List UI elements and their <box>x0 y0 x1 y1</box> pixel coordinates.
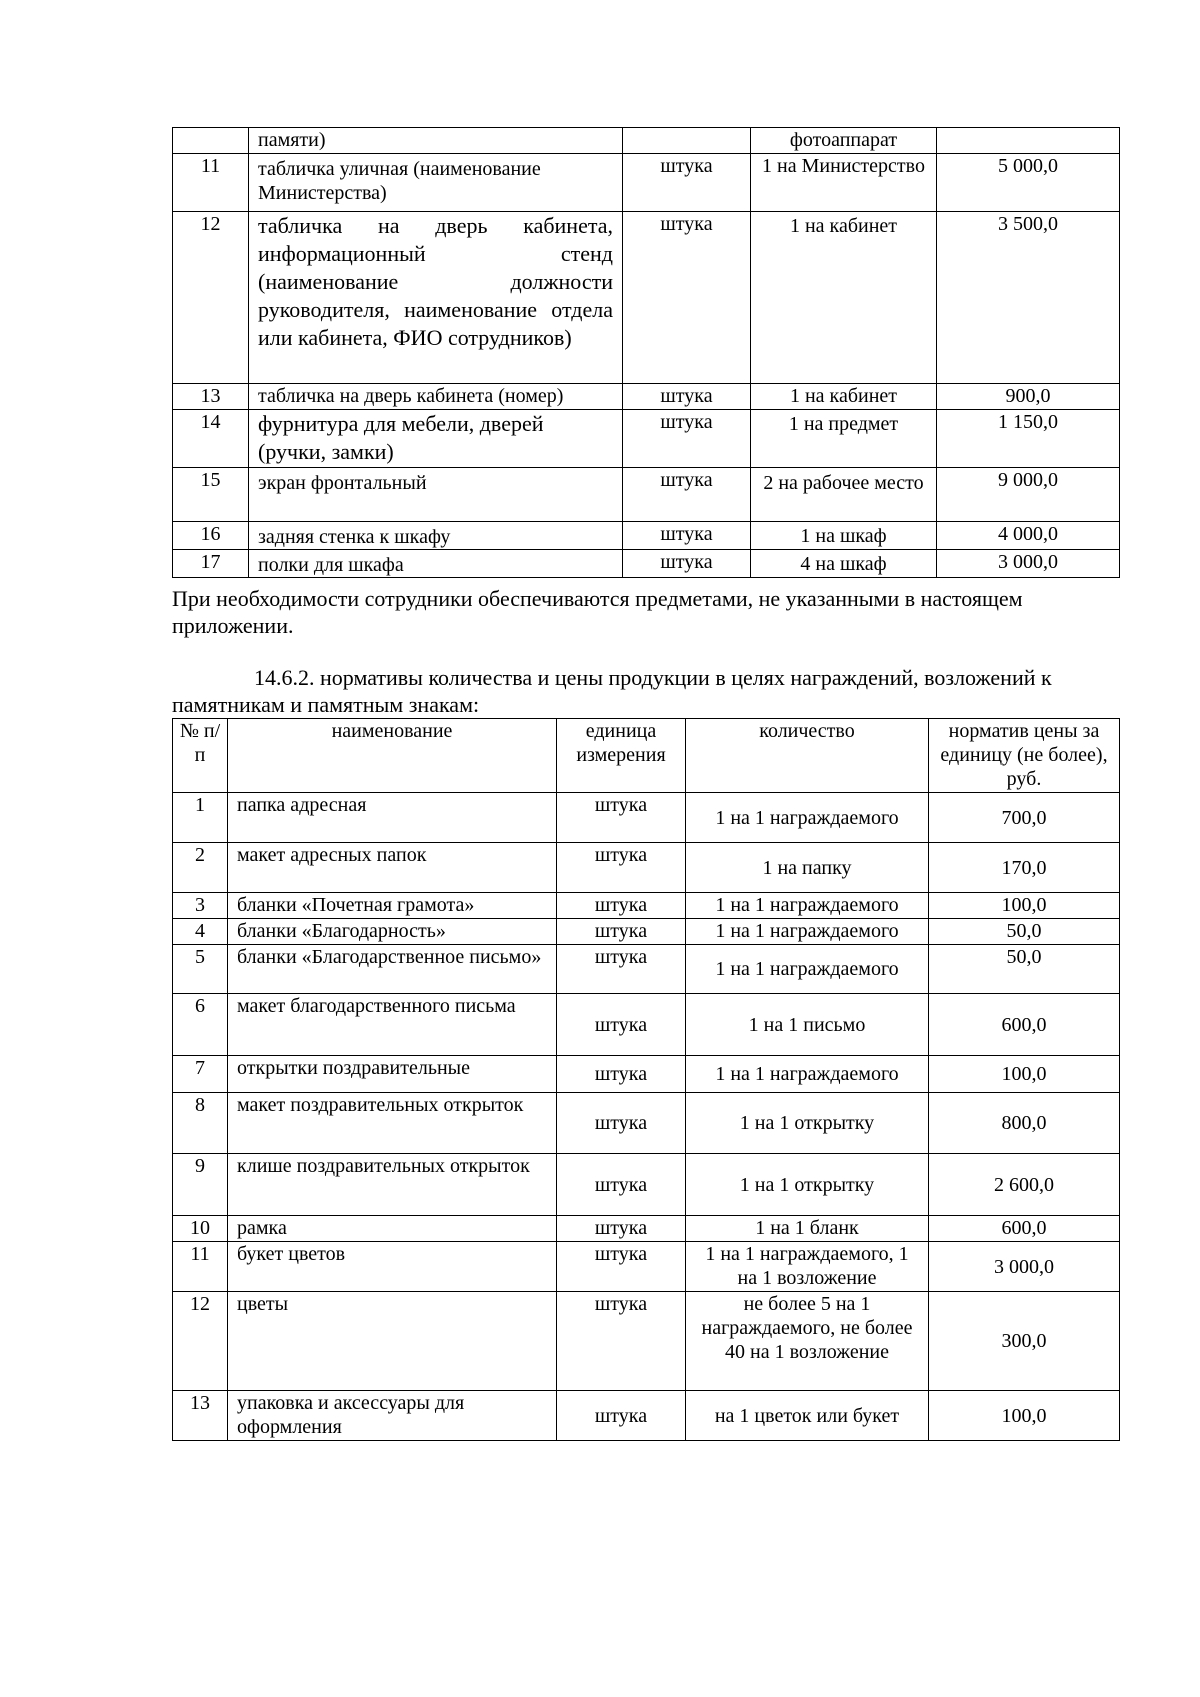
item-name: полки для шкафа <box>249 550 623 578</box>
price: 800,0 <box>929 1093 1120 1154</box>
quantity: 1 на 1 награждаемого, 1 на 1 возложение <box>686 1242 929 1292</box>
row-number: 11 <box>173 154 249 212</box>
item-name: клише поздравительных открыток <box>228 1154 557 1216</box>
column-header-quantity: количество <box>686 719 929 793</box>
item-name: бланки «Благодарственное письмо» <box>228 945 557 994</box>
unit: штука <box>557 1154 686 1216</box>
table-row <box>173 945 1120 994</box>
unit: штука <box>557 1242 686 1292</box>
quantity: 1 на 1 награждаемого <box>686 919 929 945</box>
price: 50,0 <box>929 919 1120 945</box>
price: 1 150,0 <box>937 410 1120 468</box>
unit: штука <box>623 468 751 522</box>
row-number: 8 <box>173 1093 228 1154</box>
row-number <box>173 128 249 154</box>
awards-norms-table <box>172 718 1120 1441</box>
row-number: 6 <box>173 994 228 1056</box>
table-row <box>173 212 1120 384</box>
unit: штука <box>557 793 686 843</box>
item-name: макет поздравительных открыток <box>228 1093 557 1154</box>
unit: штука <box>623 410 751 468</box>
price <box>937 128 1120 154</box>
price: 300,0 <box>929 1292 1120 1391</box>
row-number: 13 <box>173 384 249 410</box>
unit: штука <box>557 1391 686 1441</box>
quantity: 2 на рабочее место <box>751 468 937 522</box>
quantity: 1 на 1 награждаемого <box>686 793 929 843</box>
price: 3 000,0 <box>937 550 1120 578</box>
unit: штука <box>557 893 686 919</box>
price: 3 000,0 <box>929 1242 1120 1292</box>
quantity: 1 на предмет <box>751 410 937 468</box>
column-header-unit: единица измерения <box>557 719 686 793</box>
quantity: 4 на шкаф <box>751 550 937 578</box>
unit: штука <box>557 1216 686 1242</box>
row-number: 16 <box>173 522 249 550</box>
item-name: бланки «Почетная грамота» <box>228 893 557 919</box>
row-number: 14 <box>173 410 249 468</box>
table-row <box>173 1216 1120 1242</box>
quantity: 1 на 1 открытку <box>686 1093 929 1154</box>
row-number: 7 <box>173 1056 228 1093</box>
quantity: 1 на 1 бланк <box>686 1216 929 1242</box>
item-name: табличка на дверь кабинета, информационный стенд (наименование должности руководителя, наименование отдела или кабинета, ФИО сотрудников) <box>249 212 623 384</box>
price: 9 000,0 <box>937 468 1120 522</box>
quantity: 1 на шкаф <box>751 522 937 550</box>
row-number: 13 <box>173 1391 228 1441</box>
quantity: 1 на 1 награждаемого <box>686 1056 929 1093</box>
quantity: 1 на кабинет <box>751 384 937 410</box>
price: 100,0 <box>929 1391 1120 1441</box>
quantity: 1 на Министерство <box>751 154 937 212</box>
quantity: 1 на 1 награждаемого <box>686 893 929 919</box>
unit: штука <box>557 919 686 945</box>
table-row <box>173 410 1120 468</box>
item-name: упаковка и аксессуары для оформления <box>228 1391 557 1441</box>
item-name: задняя стенка к шкафу <box>249 522 623 550</box>
unit: штука <box>557 1056 686 1093</box>
quantity: 1 на папку <box>686 843 929 893</box>
item-name: рамка <box>228 1216 557 1242</box>
table-row <box>173 1056 1120 1093</box>
price: 600,0 <box>929 1216 1120 1242</box>
row-number: 5 <box>173 945 228 994</box>
item-name: папка адресная <box>228 793 557 843</box>
row-number: 12 <box>173 212 249 384</box>
row-number: 4 <box>173 919 228 945</box>
table-row <box>173 128 1120 154</box>
price: 2 600,0 <box>929 1154 1120 1216</box>
table-row <box>173 843 1120 893</box>
row-number: 15 <box>173 468 249 522</box>
item-name: цветы <box>228 1292 557 1391</box>
table-row <box>173 1093 1120 1154</box>
unit: штука <box>623 550 751 578</box>
item-name: табличка уличная (наименование Министерства) <box>249 154 623 212</box>
table-row <box>173 1154 1120 1216</box>
row-number: 1 <box>173 793 228 843</box>
table-header-row <box>173 719 1120 793</box>
table-row <box>173 893 1120 919</box>
unit: штука <box>623 384 751 410</box>
table-row <box>173 154 1120 212</box>
price: 170,0 <box>929 843 1120 893</box>
column-header-price: норматив цены за единицу (не более), руб. <box>929 719 1120 793</box>
quantity: 1 на кабинет <box>751 212 937 384</box>
item-name: макет адресных папок <box>228 843 557 893</box>
quantity: фотоаппарат <box>751 128 937 154</box>
section-heading: 14.6.2. нормативы количества и цены продукции в целях награждений, возложений к памятникам и памятным знакам: <box>172 665 1052 717</box>
table-row <box>173 468 1120 522</box>
unit: штука <box>557 1292 686 1391</box>
table-row <box>173 522 1120 550</box>
unit: штука <box>557 994 686 1056</box>
quantity: не более 5 на 1 награждаемого, не более 40 на 1 возложение <box>686 1292 929 1391</box>
table-row <box>173 919 1120 945</box>
item-name: фурнитура для мебели, дверей (ручки, замки) <box>249 410 623 468</box>
item-name: макет благодарственного письма <box>228 994 557 1056</box>
price: 100,0 <box>929 1056 1120 1093</box>
item-name: букет цветов <box>228 1242 557 1292</box>
row-number: 11 <box>173 1242 228 1292</box>
unit: штука <box>623 522 751 550</box>
price: 3 500,0 <box>937 212 1120 384</box>
quantity: 1 на 1 открытку <box>686 1154 929 1216</box>
table-row <box>173 994 1120 1056</box>
price: 700,0 <box>929 793 1120 843</box>
column-header-name: наименование <box>228 719 557 793</box>
table-row <box>173 384 1120 410</box>
quantity: 1 на 1 награждаемого <box>686 945 929 994</box>
unit: штука <box>623 154 751 212</box>
item-name: бланки «Благодарность» <box>228 919 557 945</box>
table-row <box>173 550 1120 578</box>
table-row <box>173 793 1120 843</box>
price: 100,0 <box>929 893 1120 919</box>
unit: штука <box>557 1093 686 1154</box>
price: 4 000,0 <box>937 522 1120 550</box>
quantity: 1 на 1 письмо <box>686 994 929 1056</box>
equipment-norms-table <box>172 127 1120 578</box>
row-number: 3 <box>173 893 228 919</box>
unit <box>623 128 751 154</box>
price: 5 000,0 <box>937 154 1120 212</box>
table-row <box>173 1242 1120 1292</box>
item-name: памяти) <box>249 128 623 154</box>
unit: штука <box>557 945 686 994</box>
row-number: 12 <box>173 1292 228 1391</box>
row-number: 17 <box>173 550 249 578</box>
price: 50,0 <box>929 945 1120 994</box>
item-name: открытки поздравительные <box>228 1056 557 1093</box>
note-paragraph: При необходимости сотрудники обеспечиваются предметами, не указанными в настоящем приложении. <box>172 586 1023 638</box>
unit: штука <box>623 212 751 384</box>
table-row <box>173 1391 1120 1441</box>
item-name: табличка на дверь кабинета (номер) <box>249 384 623 410</box>
column-header-number: № п/п <box>173 719 228 793</box>
price: 900,0 <box>937 384 1120 410</box>
row-number: 2 <box>173 843 228 893</box>
row-number: 10 <box>173 1216 228 1242</box>
row-number: 9 <box>173 1154 228 1216</box>
quantity: на 1 цветок или букет <box>686 1391 929 1441</box>
item-name: экран фронтальный <box>249 468 623 522</box>
unit: штука <box>557 843 686 893</box>
price: 600,0 <box>929 994 1120 1056</box>
table-row <box>173 1292 1120 1391</box>
